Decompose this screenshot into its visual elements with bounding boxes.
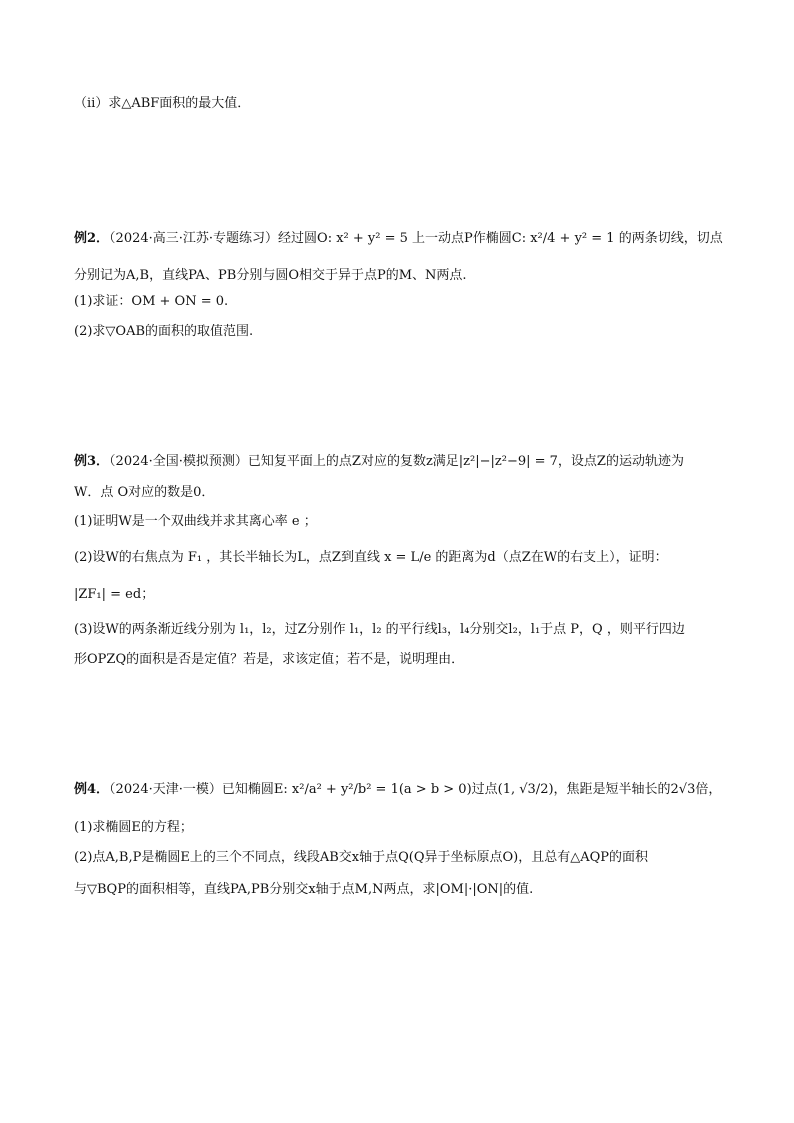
example-3-label: 例3． (74, 454, 110, 469)
prev-question-text: （ⅱ）求△ABF面积的最大值． (74, 96, 251, 111)
example-3-q2-text-1: (2)设W的右焦点为 F₁ ，其长半轴长为L，点Z到直线 x = L/e 的距离为d（点Z在W的右支上），证明： (74, 550, 668, 565)
prev-question (74, 94, 734, 114)
example-4-label: 例4． (74, 782, 110, 797)
example-4-q1-text: (1)求椭圆E的方程； (74, 820, 193, 835)
example-2-stem-line-2 (74, 266, 734, 286)
example-3-stem-line-2 (74, 483, 734, 503)
example-3-source: （2024·全国·模拟预测） (109, 454, 248, 469)
example-3-q1-text: (1)证明W是一个双曲线并求其离心率 e ； (74, 514, 317, 529)
example-2-stem-2: 分别记为A,B，直线PA、PB分别与圆O相交于异于点P的M、N两点. (74, 268, 467, 283)
example-4-stem-line-1 (74, 780, 734, 800)
example-2-label: 例2． (74, 231, 110, 246)
example-3-q3-text-1: (3)设W的两条渐近线分别为 l₁，l₂，过Z分别作 l₁，l₂ 的平行线l₃，l₄分别交l₂，l₁于点 P，Q ，则平行四边 (74, 622, 685, 637)
example-3-stem-line-1 (74, 452, 734, 472)
example-3-q2-line-1 (74, 548, 734, 568)
example-3-q1 (74, 512, 734, 532)
example-3-q2-text-2: |ZF₁| = ed； (74, 587, 155, 602)
example-3-q2-line-2 (74, 585, 734, 605)
example-4-q1 (74, 818, 734, 838)
example-2-q2-text: (2)求▽OAB的面积的取值范围. (74, 324, 254, 339)
example-2-stem-line-1 (74, 229, 734, 249)
example-4-q2-text-1: (2)点A,B,P是椭圆E上的三个不同点，线段AB交x轴于点Q(Q异于坐标原点O)，且总有△AQP的面积 (74, 850, 649, 865)
example-4-q2-text-2: 与▽BQP的面积相等，直线PA,PB分别交x轴于点M,N两点，求|OM|·|ON|的值. (74, 882, 534, 897)
example-3-q3-line-2 (74, 650, 734, 670)
example-2-source: （2024·高三·江苏·专题练习） (109, 231, 279, 246)
example-3-q3-text-2: 形OPZQ的面积是否是定值？若是，求该定值；若不是，说明理由． (74, 652, 465, 667)
example-4-q2-line-1 (74, 848, 734, 868)
example-2-q2 (74, 322, 734, 342)
example-3-stem-2: W．点 O对应的数是0． (74, 485, 215, 500)
example-4-q2-line-2 (74, 880, 734, 900)
example-2-q1 (74, 292, 734, 312)
example-3-stem-1: 已知复平面上的点Z对应的复数z满足|z²|−|z²−9| = 7，设点Z的运动轨迹为 (247, 454, 684, 469)
example-4-source: （2024·天津·一模） (109, 782, 222, 797)
example-3-q3-line-1 (74, 620, 734, 640)
example-2-stem-1: 经过圆O: x² + y² = 5 上一动点P作椭圆C: x²/4 + y² = 1 的两条切线，切点 (278, 231, 723, 246)
example-2-q1-text: (1)求证：OM + ON = 0. (74, 294, 229, 309)
example-4-stem-1: 已知椭圆E: x²/a² + y²/b² = 1(a > b > 0)过点(1, √3/2)，焦距是短半轴长的2√3倍， (221, 782, 722, 797)
